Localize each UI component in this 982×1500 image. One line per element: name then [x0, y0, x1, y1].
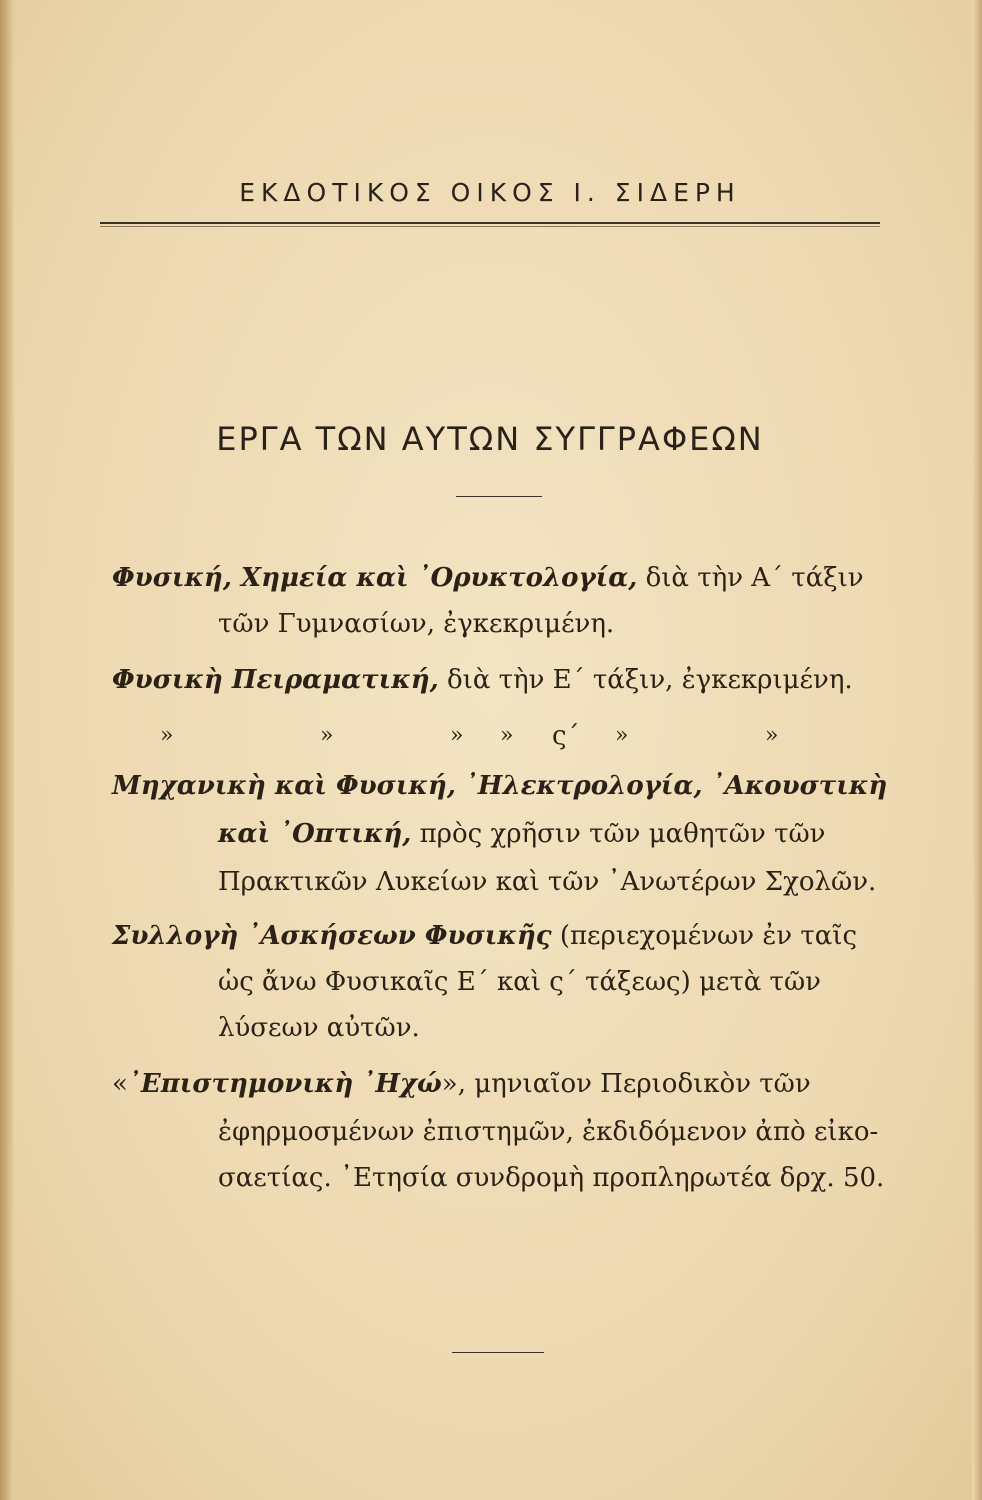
entry-1-line-2: τῶν Γυμνασίων, ἐγκεκριμένη.	[218, 609, 615, 639]
ditto-mark: »	[320, 723, 334, 748]
entry-4-line-2: ὡς ἄνω Φυσικαῖς Ε΄ καὶ ς΄ τάξεως) μετὰ τῶν	[218, 967, 821, 997]
page-title: ΕΡΓΑ ΤΩΝ ΑΥΤΩΝ ΣΥΓΓΡΑΦΕΩΝ	[216, 420, 764, 458]
entry-3-title-cont: καὶ ᾿Οπτική,	[218, 819, 412, 849]
page-edge-right	[972, 0, 982, 1500]
entry-5-line-3: σαετίας. ᾿Ετησία συνδρομὴ προπληρωτέα δρχ. 50.	[218, 1163, 885, 1193]
entry-5-line-1	[112, 1068, 811, 1100]
entry-1-title: Φυσική, Χημεία καὶ ᾿Ορυκτολογία,	[112, 563, 638, 593]
close-quote: »,	[441, 1069, 466, 1099]
entry-3-desc: πρὸς χρῆσιν τῶν μαθητῶν τῶν	[419, 819, 826, 849]
ditto-mark: »	[615, 723, 629, 748]
entry-4-line-1	[112, 920, 857, 952]
entry-3-title: Μηχανικὴ καὶ Φυσική, ᾿Ηλεκτρολογία, ᾿Ακουστικὴ	[112, 771, 888, 801]
ditto-mark: »	[765, 723, 779, 748]
entry-3-line-1	[112, 770, 887, 802]
entry-2-line-1	[112, 664, 853, 696]
ditto-mark: »	[500, 723, 514, 748]
entry-2-title: Φυσικὴ Πειραματική,	[112, 665, 439, 695]
entry-5-line-2: ἐφηρμοσμένων ἐπιστημῶν, ἐκδιδόμενον ἀπὸ εἰκο-	[218, 1117, 879, 1147]
publisher-header: ΕΚΔΟΤΙΚΟΣ ΟΙΚΟΣ Ι. ΣΙΔΕΡΗ	[239, 178, 741, 207]
page-edge-left	[0, 0, 14, 1500]
open-quote: «	[112, 1069, 128, 1099]
entry-2-desc: διὰ τὴν Ε΄ τάξιν, ἐγκεκριμένη.	[446, 665, 853, 695]
ditto-mark: »	[160, 723, 174, 748]
ditto-mark: »	[450, 723, 464, 748]
header-rule	[100, 222, 880, 224]
entry-4-desc: (περιεχομένων ἐν ταῖς	[559, 921, 858, 951]
header-rule-thin	[100, 226, 880, 227]
entry-3-line-3: Πρακτικῶν Λυκείων καὶ τῶν ᾿Ανωτέρων Σχολῶν.	[218, 867, 877, 897]
ditto-mark: ς΄	[552, 721, 580, 751]
entry-3-line-2	[218, 818, 825, 850]
entry-4-line-3: λύσεων αὐτῶν.	[218, 1013, 420, 1043]
entry-4-title: Συλλογὴ ᾿Ασκήσεων Φυσικῆς	[112, 921, 552, 951]
title-divider	[456, 496, 542, 497]
entry-5-desc: μηνιαῖον Περιοδικὸν τῶν	[474, 1069, 811, 1099]
entry-1-line-1	[112, 562, 864, 594]
footer-divider	[452, 1352, 544, 1353]
entry-5-title: ᾿Επιστημονικὴ ᾿Ηχώ	[127, 1069, 442, 1099]
entry-1-desc: διὰ τὴν Α΄ τάξιν	[645, 563, 864, 593]
ditto-row	[160, 720, 800, 752]
